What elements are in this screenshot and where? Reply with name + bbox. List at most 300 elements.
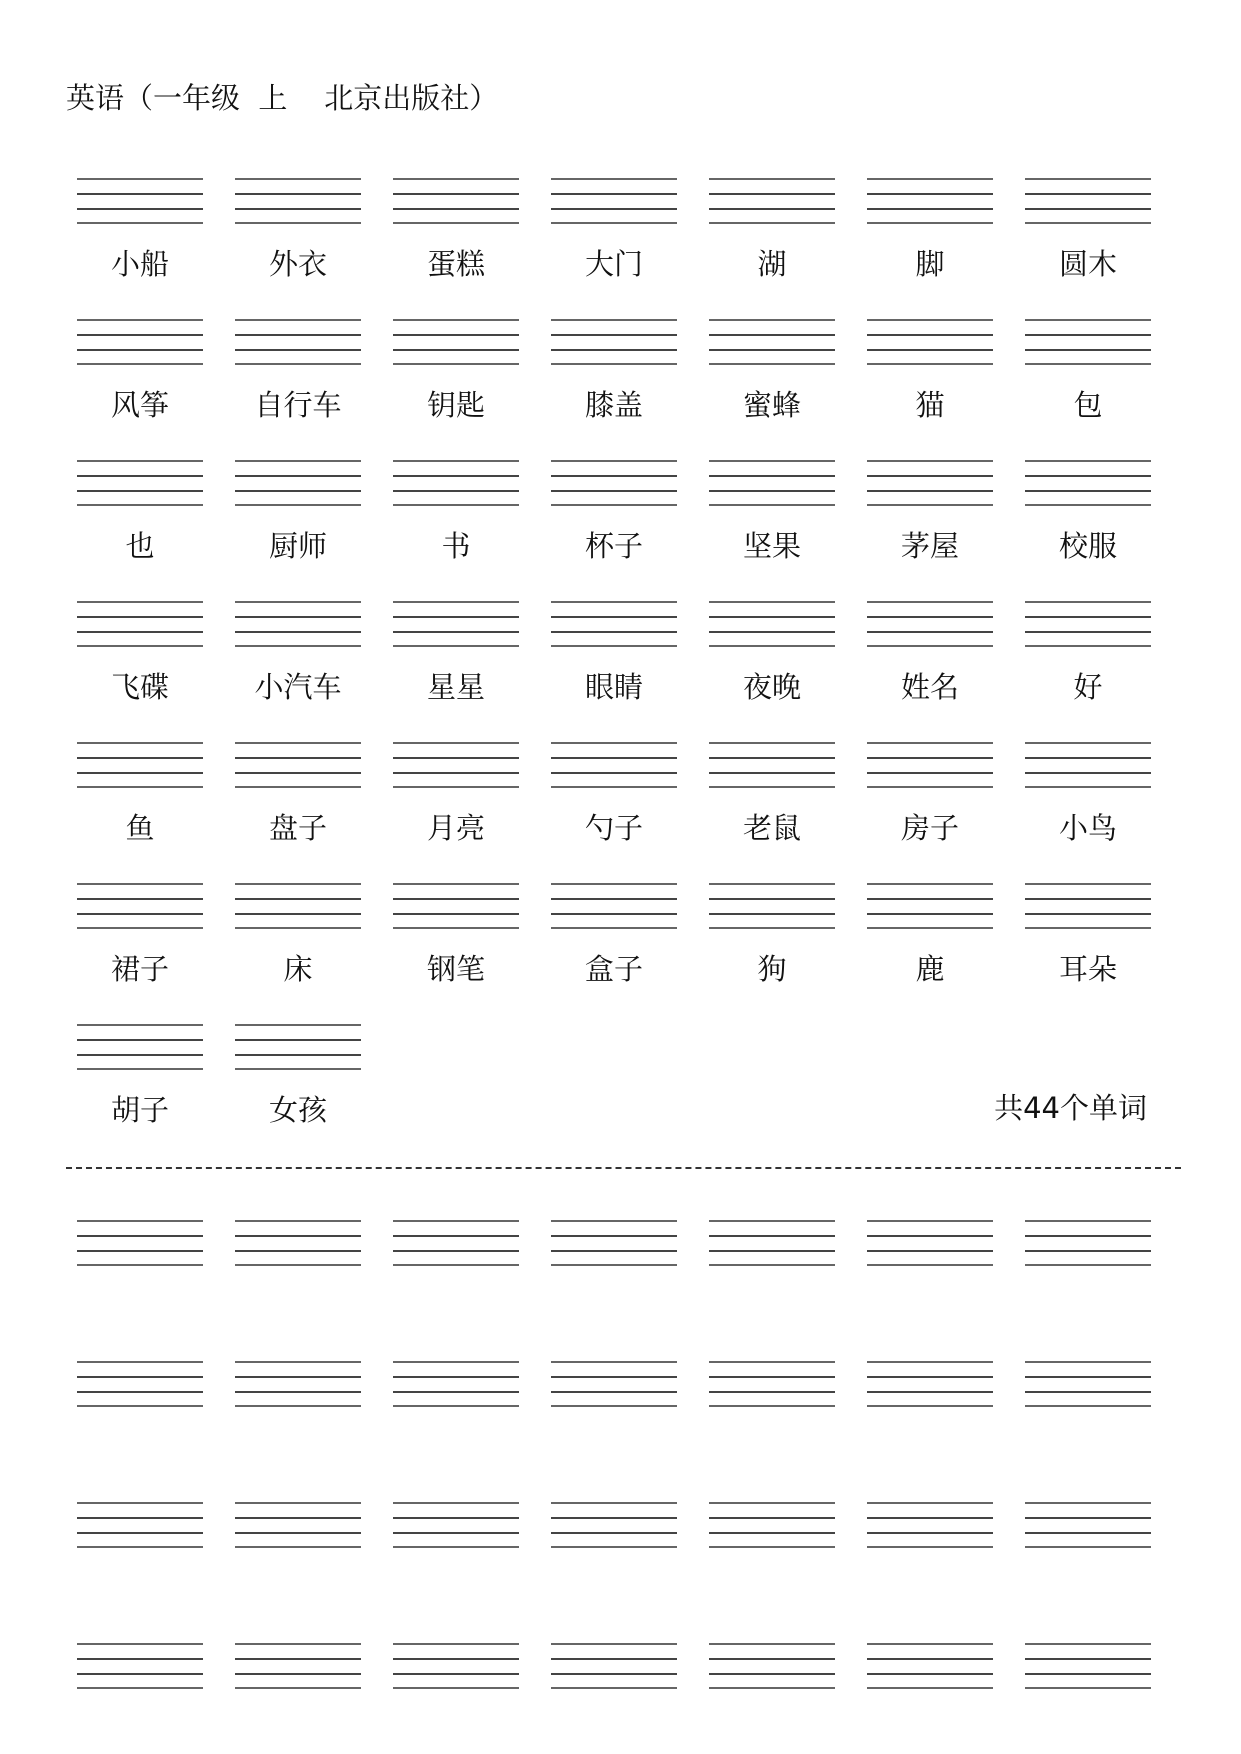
ruled-line: [1025, 1235, 1151, 1237]
writing-lines[interactable]: [709, 742, 835, 788]
ruled-line: [393, 1235, 519, 1237]
writing-lines[interactable]: [393, 1502, 519, 1548]
ruled-line: [867, 757, 993, 759]
ruled-line: [1025, 1405, 1151, 1407]
chinese-word: 眼睛: [584, 670, 643, 704]
ruled-line: [1025, 645, 1151, 647]
writing-lines[interactable]: [393, 1643, 519, 1689]
chinese-word: 姓名: [900, 670, 959, 704]
ruled-line: [393, 616, 519, 618]
word-cell: [235, 601, 361, 706]
blank-cell: [867, 1220, 993, 1266]
writing-lines[interactable]: [235, 601, 361, 647]
writing-lines[interactable]: [235, 1024, 361, 1070]
chinese-word: 耳朵: [1058, 952, 1117, 986]
writing-lines[interactable]: [867, 460, 993, 506]
chinese-word: 包: [1073, 388, 1103, 422]
ruled-line: [1025, 1376, 1151, 1378]
ruled-line: [551, 1643, 677, 1645]
ruled-line: [867, 883, 993, 885]
ruled-line: [551, 208, 677, 210]
ruled-line: [867, 601, 993, 603]
writing-lines[interactable]: [1025, 178, 1151, 224]
ruled-line: [551, 1658, 677, 1660]
chinese-word: 外衣: [268, 247, 327, 281]
blank-cell: [551, 1361, 677, 1407]
ruled-line: [551, 1361, 677, 1363]
chinese-word: 茅屋: [900, 529, 959, 563]
ruled-line: [1025, 193, 1151, 195]
ruled-line: [235, 1376, 361, 1378]
ruled-line: [77, 631, 203, 633]
writing-lines[interactable]: [77, 601, 203, 647]
ruled-line: [551, 193, 677, 195]
writing-lines[interactable]: [709, 460, 835, 506]
writing-lines[interactable]: [77, 178, 203, 224]
ruled-line: [709, 1532, 835, 1534]
ruled-line: [1025, 1264, 1151, 1266]
ruled-line: [709, 460, 835, 462]
ruled-line: [1025, 349, 1151, 351]
chinese-word: 蛋糕: [426, 247, 485, 281]
chinese-word: 盘子: [268, 811, 327, 845]
writing-lines[interactable]: [551, 601, 677, 647]
ruled-line: [709, 490, 835, 492]
ruled-line: [1025, 1532, 1151, 1534]
ruled-line: [709, 883, 835, 885]
writing-lines[interactable]: [1025, 601, 1151, 647]
ruled-line: [1025, 1687, 1151, 1689]
writing-lines[interactable]: [551, 1502, 677, 1548]
word-cell: [709, 460, 835, 565]
ruled-line: [867, 1391, 993, 1393]
ruled-line: [551, 616, 677, 618]
ruled-line: [709, 1673, 835, 1675]
writing-lines[interactable]: [393, 178, 519, 224]
writing-lines[interactable]: [77, 460, 203, 506]
ruled-line: [77, 1068, 203, 1070]
writing-lines[interactable]: [709, 601, 835, 647]
blank-cell: [235, 1361, 361, 1407]
writing-lines[interactable]: [393, 460, 519, 506]
ruled-line: [551, 349, 677, 351]
blank-cell: [235, 1220, 361, 1266]
ruled-line: [551, 222, 677, 224]
ruled-line: [709, 208, 835, 210]
chinese-word: 女孩: [268, 1093, 327, 1127]
ruled-line: [77, 208, 203, 210]
writing-lines[interactable]: [1025, 1643, 1151, 1689]
ruled-line: [867, 1658, 993, 1660]
ruled-line: [867, 1361, 993, 1363]
ruled-line: [709, 1220, 835, 1222]
ruled-line: [77, 178, 203, 180]
ruled-line: [77, 786, 203, 788]
blank-cell: [1025, 1361, 1151, 1407]
ruled-line: [77, 193, 203, 195]
blank-cell: [1025, 1220, 1151, 1266]
ruled-line: [709, 616, 835, 618]
ruled-line: [1025, 222, 1151, 224]
writing-lines[interactable]: [393, 1220, 519, 1266]
ruled-line: [709, 193, 835, 195]
ruled-line: [551, 757, 677, 759]
ruled-line: [867, 1673, 993, 1675]
blank-cell: [77, 1643, 203, 1689]
ruled-line: [393, 742, 519, 744]
ruled-line: [551, 363, 677, 365]
cut-line-divider: [66, 1167, 1181, 1169]
blank-cell: [551, 1502, 677, 1548]
ruled-line: [235, 1024, 361, 1026]
blank-cell: [1025, 1502, 1151, 1548]
chinese-word: 好: [1073, 670, 1103, 704]
chinese-word: 坚果: [742, 529, 801, 563]
blank-cell: [867, 1502, 993, 1548]
chinese-word: 湖: [757, 247, 787, 281]
word-cell: [77, 319, 203, 424]
ruled-line: [709, 645, 835, 647]
writing-lines[interactable]: [235, 1361, 361, 1407]
writing-lines[interactable]: [235, 460, 361, 506]
ruled-line: [1025, 1517, 1151, 1519]
writing-lines[interactable]: [77, 319, 203, 365]
ruled-line: [77, 1546, 203, 1548]
ruled-line: [393, 786, 519, 788]
word-cell: [393, 319, 519, 424]
writing-lines[interactable]: [551, 319, 677, 365]
word-cell: [235, 178, 361, 283]
ruled-line: [867, 1250, 993, 1252]
ruled-line: [393, 1250, 519, 1252]
ruled-line: [77, 1502, 203, 1504]
blank-cell: [867, 1643, 993, 1689]
ruled-line: [77, 645, 203, 647]
ruled-line: [393, 504, 519, 506]
word-cell: [551, 319, 677, 424]
writing-lines[interactable]: [551, 742, 677, 788]
ruled-line: [867, 334, 993, 336]
word-cell: [551, 883, 677, 988]
ruled-line: [551, 334, 677, 336]
word-cell: [77, 178, 203, 283]
ruled-line: [235, 1687, 361, 1689]
writing-lines[interactable]: [867, 319, 993, 365]
ruled-line: [1025, 772, 1151, 774]
writing-lines[interactable]: [235, 742, 361, 788]
ruled-line: [77, 1361, 203, 1363]
ruled-line: [867, 1405, 993, 1407]
ruled-line: [551, 1546, 677, 1548]
word-cell: [1025, 883, 1151, 988]
writing-lines[interactable]: [77, 1502, 203, 1548]
ruled-line: [1025, 1391, 1151, 1393]
ruled-line: [77, 1517, 203, 1519]
ruled-line: [393, 1264, 519, 1266]
ruled-line: [709, 334, 835, 336]
ruled-line: [235, 631, 361, 633]
ruled-line: [1025, 1673, 1151, 1675]
ruled-line: [393, 898, 519, 900]
chinese-word: 书: [441, 529, 471, 563]
ruled-line: [235, 1546, 361, 1548]
ruled-line: [393, 475, 519, 477]
word-cell: [551, 601, 677, 706]
word-cell: [709, 883, 835, 988]
ruled-line: [393, 490, 519, 492]
ruled-line: [393, 1658, 519, 1660]
blank-cell: [551, 1220, 677, 1266]
ruled-line: [393, 772, 519, 774]
writing-lines[interactable]: [551, 460, 677, 506]
ruled-line: [867, 1264, 993, 1266]
ruled-line: [235, 460, 361, 462]
ruled-line: [1025, 631, 1151, 633]
ruled-line: [1025, 1643, 1151, 1645]
ruled-line: [867, 645, 993, 647]
ruled-line: [1025, 1220, 1151, 1222]
writing-lines[interactable]: [77, 742, 203, 788]
ruled-line: [867, 1502, 993, 1504]
word-count: 共44个单词: [994, 1091, 1147, 1125]
writing-lines[interactable]: [77, 1643, 203, 1689]
blank-cell: [393, 1502, 519, 1548]
writing-lines[interactable]: [867, 742, 993, 788]
writing-lines[interactable]: [235, 1643, 361, 1689]
ruled-line: [235, 898, 361, 900]
ruled-line: [709, 927, 835, 929]
ruled-line: [709, 1502, 835, 1504]
ruled-line: [393, 1546, 519, 1548]
writing-lines[interactable]: [1025, 319, 1151, 365]
blank-cell: [709, 1502, 835, 1548]
ruled-line: [77, 319, 203, 321]
word-cell: [867, 178, 993, 283]
ruled-line: [393, 1532, 519, 1534]
ruled-line: [235, 504, 361, 506]
ruled-line: [235, 1405, 361, 1407]
writing-lines[interactable]: [551, 178, 677, 224]
ruled-line: [77, 504, 203, 506]
ruled-line: [709, 1658, 835, 1660]
ruled-line: [1025, 913, 1151, 915]
ruled-line: [77, 475, 203, 477]
word-cell: [235, 742, 361, 847]
writing-lines[interactable]: [709, 319, 835, 365]
ruled-line: [1025, 490, 1151, 492]
writing-lines[interactable]: [235, 178, 361, 224]
word-cell: [867, 319, 993, 424]
ruled-line: [235, 1054, 361, 1056]
ruled-line: [393, 1405, 519, 1407]
ruled-line: [77, 1405, 203, 1407]
ruled-line: [551, 898, 677, 900]
ruled-line: [77, 1376, 203, 1378]
writing-lines[interactable]: [393, 601, 519, 647]
writing-lines[interactable]: [1025, 1220, 1151, 1266]
ruled-line: [235, 1361, 361, 1363]
ruled-line: [551, 1264, 677, 1266]
writing-lines[interactable]: [867, 883, 993, 929]
ruled-line: [393, 757, 519, 759]
writing-lines[interactable]: [709, 1220, 835, 1266]
ruled-line: [77, 1039, 203, 1041]
chinese-word: 小鸟: [1058, 811, 1117, 845]
word-cell: [709, 319, 835, 424]
writing-lines[interactable]: [867, 1361, 993, 1407]
ruled-line: [867, 631, 993, 633]
ruled-line: [1025, 786, 1151, 788]
writing-lines[interactable]: [867, 1502, 993, 1548]
ruled-line: [551, 1220, 677, 1222]
writing-lines[interactable]: [551, 1361, 677, 1407]
writing-lines[interactable]: [1025, 742, 1151, 788]
writing-lines[interactable]: [867, 1643, 993, 1689]
ruled-line: [709, 1546, 835, 1548]
ruled-line: [709, 178, 835, 180]
ruled-line: [235, 349, 361, 351]
word-cell: [393, 178, 519, 283]
writing-lines[interactable]: [551, 1220, 677, 1266]
ruled-line: [235, 1391, 361, 1393]
blank-cell: [77, 1502, 203, 1548]
ruled-line: [1025, 883, 1151, 885]
writing-lines[interactable]: [235, 883, 361, 929]
ruled-line: [709, 1643, 835, 1645]
chinese-word: 勺子: [584, 811, 643, 845]
chinese-word: 蜜蜂: [742, 388, 801, 422]
blank-cell: [393, 1643, 519, 1689]
blank-cell: [77, 1220, 203, 1266]
writing-lines[interactable]: [551, 1643, 677, 1689]
ruled-line: [235, 178, 361, 180]
writing-lines[interactable]: [551, 883, 677, 929]
blank-cell: [867, 1361, 993, 1407]
writing-lines[interactable]: [1025, 460, 1151, 506]
blank-cell: [235, 1643, 361, 1689]
ruled-line: [709, 1264, 835, 1266]
ruled-line: [551, 601, 677, 603]
ruled-line: [77, 1391, 203, 1393]
writing-lines[interactable]: [77, 883, 203, 929]
word-cell: [709, 178, 835, 283]
ruled-line: [1025, 898, 1151, 900]
blank-cell: [709, 1361, 835, 1407]
ruled-line: [867, 222, 993, 224]
writing-lines[interactable]: [1025, 1502, 1151, 1548]
chinese-word: 小船: [110, 247, 169, 281]
writing-lines[interactable]: [393, 319, 519, 365]
ruled-line: [709, 363, 835, 365]
writing-lines[interactable]: [77, 1220, 203, 1266]
writing-lines[interactable]: [867, 1220, 993, 1266]
writing-lines[interactable]: [709, 883, 835, 929]
ruled-line: [1025, 927, 1151, 929]
writing-lines[interactable]: [867, 601, 993, 647]
worksheet-title: 英语（一年级 上 北京出版社）: [66, 81, 499, 115]
ruled-line: [235, 1250, 361, 1252]
ruled-line: [551, 1235, 677, 1237]
writing-lines[interactable]: [867, 178, 993, 224]
writing-lines[interactable]: [393, 1361, 519, 1407]
ruled-line: [709, 504, 835, 506]
chinese-word: 膝盖: [584, 388, 643, 422]
ruled-line: [709, 222, 835, 224]
ruled-line: [235, 1673, 361, 1675]
ruled-line: [551, 1532, 677, 1534]
writing-lines[interactable]: [235, 1220, 361, 1266]
writing-lines[interactable]: [235, 1502, 361, 1548]
writing-lines[interactable]: [1025, 1361, 1151, 1407]
ruled-line: [551, 1391, 677, 1393]
ruled-line: [867, 616, 993, 618]
word-cell: [393, 742, 519, 847]
ruled-line: [551, 319, 677, 321]
ruled-line: [709, 1391, 835, 1393]
ruled-line: [77, 1643, 203, 1645]
writing-lines[interactable]: [77, 1024, 203, 1070]
ruled-line: [867, 786, 993, 788]
ruled-line: [77, 601, 203, 603]
writing-lines[interactable]: [709, 1502, 835, 1548]
chinese-word: 自行车: [254, 388, 342, 422]
word-cell: [867, 883, 993, 988]
ruled-line: [551, 475, 677, 477]
ruled-line: [1025, 319, 1151, 321]
writing-lines[interactable]: [393, 742, 519, 788]
ruled-line: [551, 913, 677, 915]
word-cell: [709, 601, 835, 706]
ruled-line: [77, 1250, 203, 1252]
ruled-line: [709, 1376, 835, 1378]
word-cell: [1025, 178, 1151, 283]
writing-lines[interactable]: [709, 1361, 835, 1407]
ruled-line: [235, 1039, 361, 1041]
ruled-line: [77, 772, 203, 774]
ruled-line: [235, 616, 361, 618]
writing-lines[interactable]: [235, 319, 361, 365]
writing-lines[interactable]: [393, 883, 519, 929]
ruled-line: [867, 349, 993, 351]
ruled-line: [77, 490, 203, 492]
word-cell: [551, 460, 677, 565]
chinese-word: 小汽车: [254, 670, 342, 704]
chinese-word: 鹿: [915, 952, 945, 986]
ruled-line: [867, 178, 993, 180]
ruled-line: [551, 460, 677, 462]
writing-lines[interactable]: [1025, 883, 1151, 929]
word-cell: [77, 1024, 203, 1129]
ruled-line: [393, 178, 519, 180]
ruled-line: [867, 1376, 993, 1378]
ruled-line: [551, 504, 677, 506]
ruled-line: [551, 772, 677, 774]
ruled-line: [551, 645, 677, 647]
ruled-line: [393, 927, 519, 929]
ruled-line: [235, 772, 361, 774]
chinese-word: 胡子: [110, 1093, 169, 1127]
writing-lines[interactable]: [709, 178, 835, 224]
writing-lines[interactable]: [709, 1643, 835, 1689]
chinese-word: 风筝: [110, 388, 169, 422]
ruled-line: [393, 601, 519, 603]
writing-lines[interactable]: [77, 1361, 203, 1407]
ruled-line: [709, 913, 835, 915]
ruled-line: [551, 1673, 677, 1675]
ruled-line: [393, 1502, 519, 1504]
ruled-line: [867, 504, 993, 506]
ruled-line: [77, 1220, 203, 1222]
